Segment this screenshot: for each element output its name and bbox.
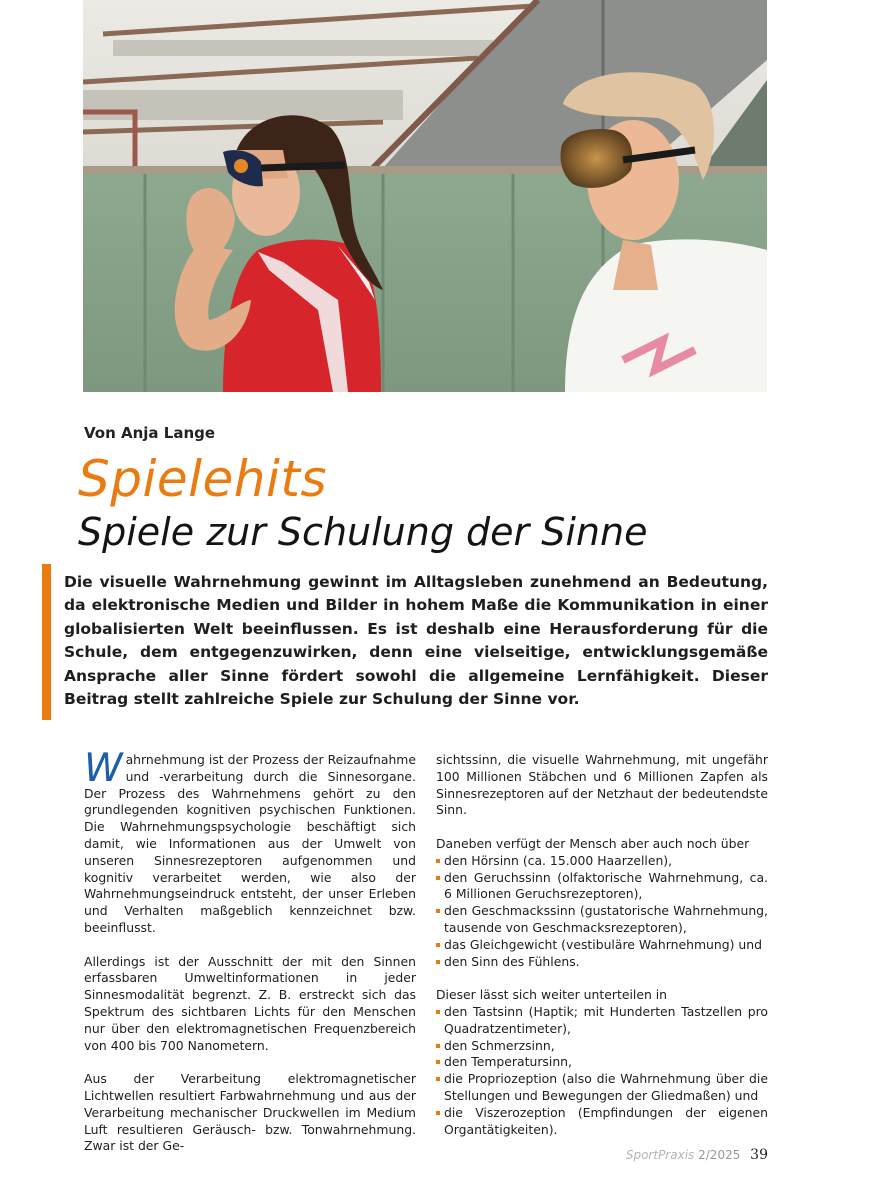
list-intro: Dieser lässt sich weiter unterteilen in [436, 987, 668, 1003]
page-footer [626, 1147, 768, 1163]
body-paragraph: Aus der Verarbeitung elektromagnetischer Lichtwellen resultiert Farbwahrnehmung und aus der Verarbeitung mechanischer Druckwellen im Medium Luft resultieren Geräusch- bzw. Tonwahrnehmung. Zwar ist der Ge- [84, 1071, 416, 1154]
article-title: Spielehits [78, 450, 328, 508]
article-photo [83, 0, 767, 392]
page-number: 39 [750, 1147, 768, 1163]
list-item: den Temperatursinn, [436, 1054, 768, 1071]
list-item: den Geruchssinn (olfaktorische Wahrnehmung, ca. 6 Millionen Geruchsrezeptoren), [436, 870, 768, 904]
drop-cap: W [84, 746, 123, 791]
list-item: den Tastsinn (Haptik; mit Hunderten Tastzellen pro Quadratzentimeter), [436, 1004, 768, 1038]
issue-number: 2/2025 [698, 1148, 741, 1162]
list-item: die Propriozeption (also die Wahrnehmung über die Stellungen und Bewegungen der Gliedmaßen) und [436, 1071, 768, 1105]
list-item: den Schmerzsinn, [436, 1038, 768, 1055]
body-paragraph: Allerdings ist der Ausschnitt der mit den Sinnen erfassbaren Umweltinformationen in jeder Sinnesmodalität begrenzt. Z. B. erstreckt sich das Spektrum des sichtbaren Lichts für den Menschen nur über den elektromagnetischen Frequenzbereich von 400 bis 700 Nanometern. [84, 953, 416, 1053]
text-column-right [436, 752, 768, 1155]
magazine-name: SportPraxis [625, 1148, 695, 1162]
body-paragraph [84, 746, 416, 937]
list-item: die Viszerozeption (Empfindungen der eigenen Organtätigkeiten). [436, 1105, 768, 1139]
byline: Von Anja Lange [84, 424, 216, 442]
list-intro: Daneben verfügt der Mensch aber auch noch über [436, 835, 750, 851]
body-paragraph-text: ahrnehmung ist der Prozess der Reizaufnahme und -verarbeitung durch die Sinnesorgane. Der Prozess des Wahrnehmens gehört zu den grundlegenden kognitiven psychischen Funktionen. Die Wahrnehmungspsychologie beschäftigt sich damit, wie Informationen aus der Umwelt von unseren Sinnesrezeptoren aufgenommen und kognitiv verarbeitet werden, wie also der Wahrnehmungseindruck entsteht, der unser Erleben und Verhalten maßgeblich kennzeichnet bzw. beeinflusst. [84, 752, 416, 935]
list-item: das Gleichgewicht (vestibuläre Wahrnehmung) und [436, 937, 768, 954]
article-subtitle: Spiele zur Schulung der Sinne [78, 510, 648, 554]
text-column-left [84, 746, 416, 1172]
senses-list [436, 853, 768, 971]
list-item: den Geschmackssinn (gustatorische Wahrnehmung, tausende von Geschmacksrezeptoren), [436, 903, 768, 937]
lead-paragraph: Die visuelle Wahrnehmung gewinnt im Alltagsleben zunehmend an Bedeutung, da elektronische Medien und Bilder in hohem Maße die Kommunikation in einer globalisierten Welt beeinflussen. Es ist deshalb eine Herausforderung für die Schule, dem entgegenzuwirken, denn eine vielseitige, entwicklungsgemäße Ansprache aller Sinne fördert sowohl die allgemeine Lernfähigkeit. Dieser Beitrag stellt zahlreiche Spiele zur Schulung der Sinne vor. [64, 573, 768, 709]
list-item: den Hörsinn (ca. 15.000 Haarzellen), [436, 853, 768, 870]
body-paragraph: sichtssinn, die visuelle Wahrnehmung, mit ungefähr 100 Millionen Stäbchen und 6 Millionen Zapfen als Sinnesrezeptoren auf der Netzhaut der bedeutendste Sinn. [436, 752, 768, 818]
touch-subsenses-list [436, 1004, 768, 1138]
lead-accent-bar [42, 564, 51, 720]
list-item: den Sinn des Fühlens. [436, 954, 768, 971]
